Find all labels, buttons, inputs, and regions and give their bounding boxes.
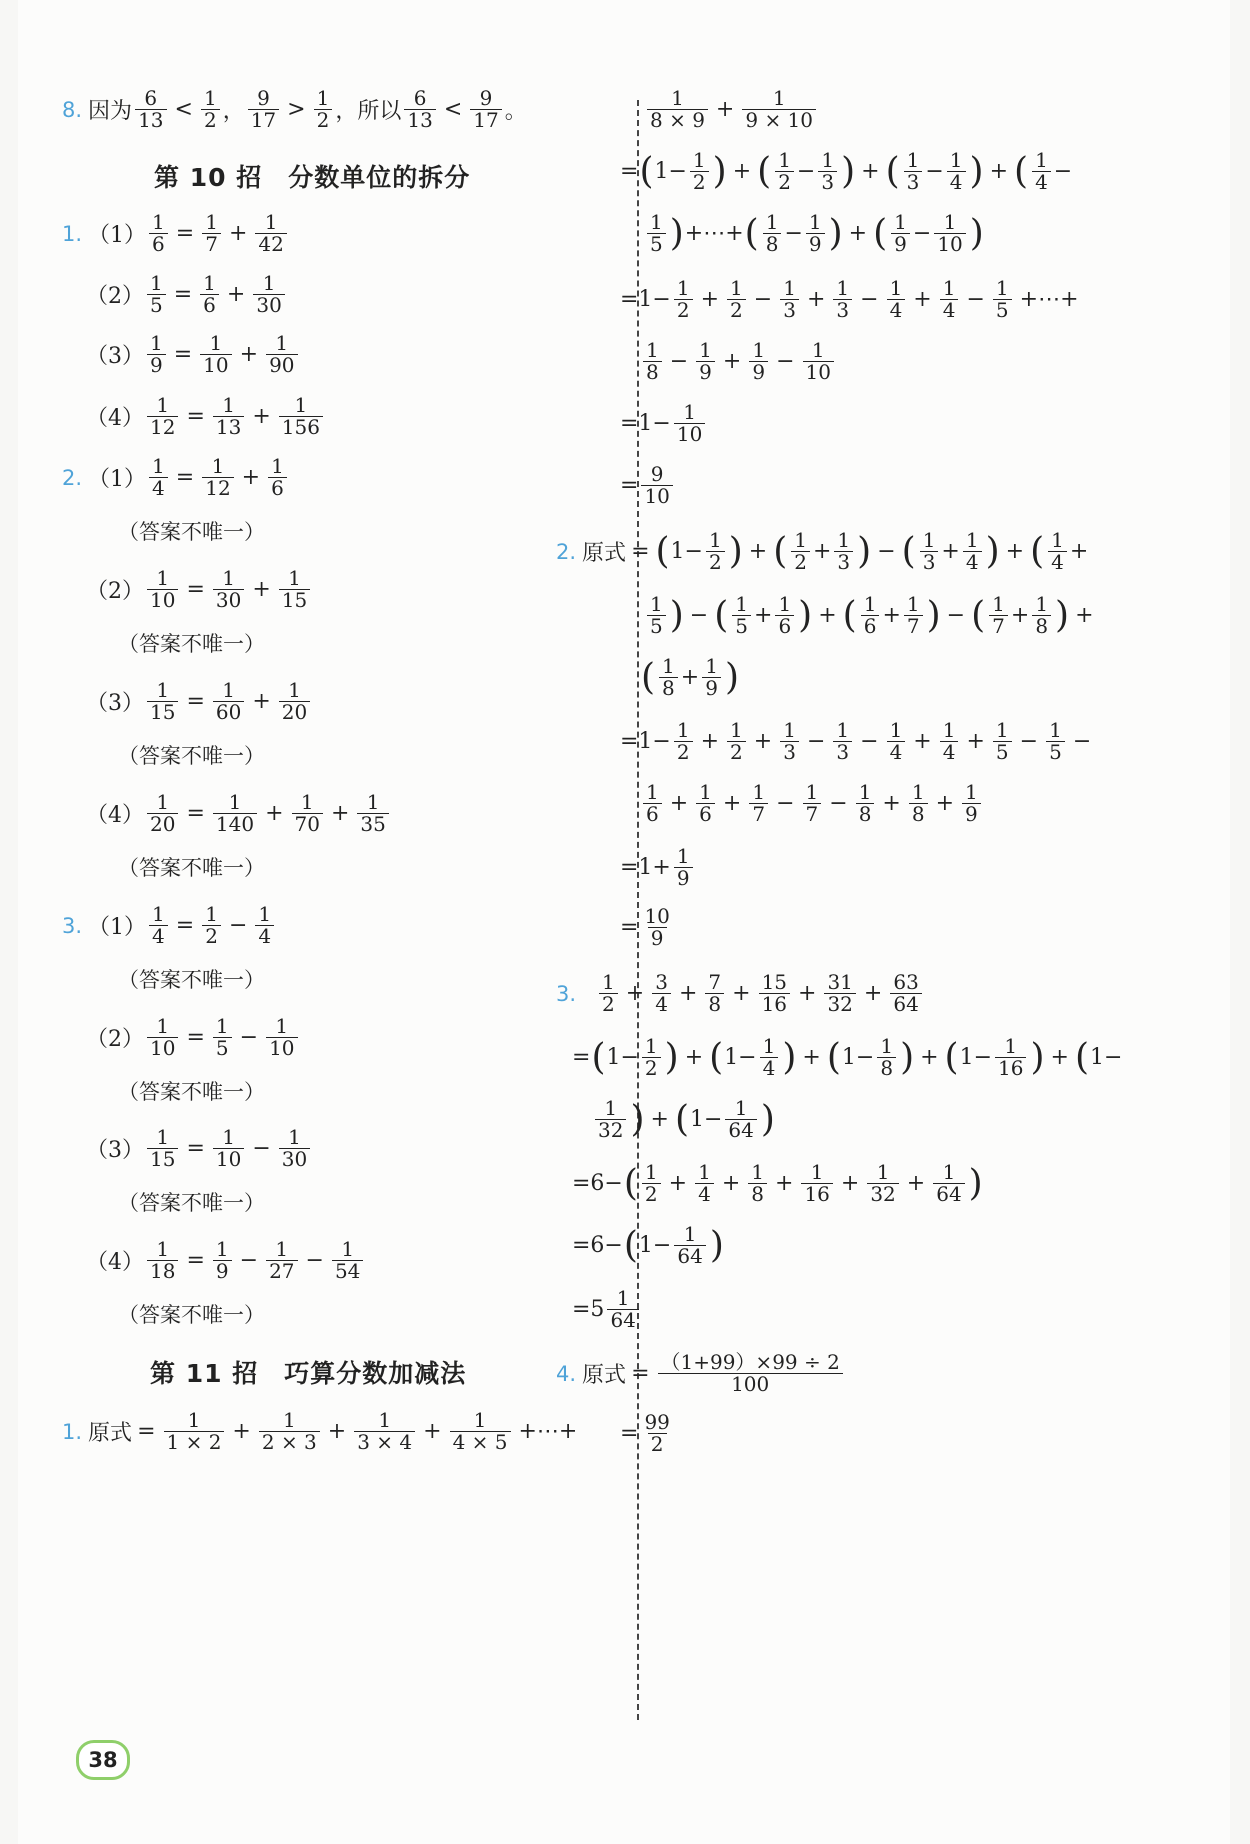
fraction: $\frac{1}{6}$ — [696, 782, 715, 825]
fraction: $\frac{1}{10}$ — [147, 568, 178, 611]
s11-q2-line5: $\frac{1}{6}$ + $\frac{1}{6}$ + $\frac{1}{7}$ − $\frac{1}{7}$ − $\frac{1}{8}$ + $\frac{1}{8}$ + $\frac{1}{9}$ — [640, 782, 984, 825]
question-number: 2. — [62, 465, 83, 490]
fraction: $\frac{1}{64}$ — [933, 1162, 964, 1205]
fraction: $\frac{1}{8}$ — [1032, 594, 1051, 637]
s11-q2-line1: 2. 原式 = ( 1− $\frac{1}{2}$ ) + ( $\frac{1}{2}$ + $\frac{1}{3}$ ) − ( $\frac{1}{3}$ + $\frac{1}{4}$ ) + ( $\frac{1}{4}$ + — [556, 528, 1089, 574]
s11-q3-line1: 3. $\frac{1}{2}$ + $\frac{3}{4}$ + $\frac{7}{8}$ + $\frac{15}{16}$ + $\frac{31}{32}$ + $\frac{63}{64}$ — [556, 972, 925, 1015]
fraction: $\frac{1}{3 \times 4}$ — [354, 1410, 415, 1453]
fraction: $\frac{1}{8}$ — [659, 656, 678, 699]
s11-q3-line5: =6− ( 1− $\frac{1}{64}$ ) — [572, 1222, 724, 1268]
note: （答案不唯一） — [118, 744, 265, 768]
fraction: $\frac{1}{12}$ — [202, 456, 233, 499]
fraction: $\frac{9}{10}$ — [641, 464, 672, 507]
fraction: $\frac{1}{5}$ — [732, 594, 751, 637]
fraction: $\frac{1}{2}$ — [706, 530, 725, 573]
fraction: $\frac{1}{9}$ — [213, 1239, 232, 1282]
fraction: $\frac{1}{3}$ — [833, 720, 852, 763]
fraction: $\frac{31}{32}$ — [824, 972, 855, 1015]
fraction: $\frac{15}{16}$ — [759, 972, 790, 1015]
question-number: 3. — [62, 913, 83, 938]
q8-number: 8. — [62, 97, 83, 122]
page-number-badge: 38 — [76, 1740, 130, 1780]
fraction: $\frac{1}{2}$ — [202, 904, 221, 947]
fraction: $\frac{1}{4}$ — [887, 278, 906, 321]
fraction: $\frac{1}{2}$ — [690, 150, 709, 193]
fraction: $\frac{1}{9}$ — [891, 212, 910, 255]
fraction: $\frac{1}{70}$ — [292, 792, 323, 835]
fraction: $\frac{1}{2}$ — [674, 278, 693, 321]
fraction: $\frac{1}{140}$ — [213, 792, 257, 835]
s11-q2-line3: ( $\frac{1}{8}$ + $\frac{1}{9}$ ) — [641, 654, 739, 700]
s10-q3-4: （4） $\frac{1}{18}$ = $\frac{1}{9}$ − $\frac{1}{27}$ − $\frac{1}{54}$ — [86, 1239, 366, 1282]
fraction: $\frac{1}{4}$ — [1048, 530, 1067, 573]
fraction: $\frac{1}{15}$ — [147, 1127, 178, 1170]
s10-q1-1: 1. （1） $\frac{1}{6}$ = $\frac{1}{7}$ + $\frac{1}{42}$ — [62, 212, 290, 255]
fraction: $\frac{1}{5}$ — [647, 212, 666, 255]
fraction: $\frac{7}{8}$ — [705, 972, 724, 1015]
fraction: $\frac{1}{8 \times 9}$ — [647, 88, 708, 131]
s11-q2-line2: $\frac{1}{5}$ ) − ( $\frac{1}{5}$ + $\frac{1}{6}$ ) + ( $\frac{1}{6}$ + $\frac{1}{7}$ ) − ( $\frac{1}{7}$ + $\frac{1}{8}$ ) + — [644, 594, 1099, 637]
fraction: $\frac{1}{20}$ — [147, 792, 178, 835]
fraction: $\frac{1}{9}$ — [962, 782, 981, 825]
s11-q3-line3: $\frac{1}{32}$ ) + ( 1− $\frac{1}{64}$ ) — [592, 1098, 776, 1141]
fraction: $\frac{1}{2}$ — [775, 150, 794, 193]
fraction: $\frac{1}{8}$ — [763, 212, 782, 255]
fraction: $\frac{1}{4}$ — [1032, 150, 1051, 193]
note: （答案不唯一） — [118, 520, 265, 544]
note: （答案不唯一） — [118, 968, 265, 992]
note: （答案不唯一） — [118, 1303, 265, 1327]
fraction: $\frac{1}{42}$ — [255, 212, 286, 255]
fraction: $\frac{1}{20}$ — [279, 680, 310, 723]
fraction: $\frac{1}{2}$ — [727, 720, 746, 763]
fraction: $\frac{1}{6}$ — [643, 782, 662, 825]
fraction: $\frac{1}{7}$ — [202, 212, 221, 255]
question-number: 2. — [556, 539, 577, 564]
fraction: $\frac{1}{4}$ — [695, 1162, 714, 1205]
fraction: $\frac{1}{9 \times 10}$ — [742, 88, 816, 131]
fraction: $\frac{1}{90}$ — [266, 333, 297, 376]
fraction: $\frac{1}{4}$ — [947, 150, 966, 193]
fraction: $\frac{1}{6}$ — [268, 456, 287, 499]
fraction: $\frac{1}{5}$ — [993, 720, 1012, 763]
fraction: $\frac{1}{15}$ — [147, 680, 178, 723]
fraction: $\frac{9}{17}$ — [248, 88, 279, 131]
fraction: $\frac{1}{8}$ — [643, 340, 662, 383]
fraction: $\frac{1}{2}$ — [642, 1162, 661, 1205]
fraction: $\frac{1}{3}$ — [780, 278, 799, 321]
section-heading-10: 第 10 招 分数单位的拆分 — [154, 163, 471, 192]
fraction: $\frac{1}{16}$ — [801, 1162, 832, 1205]
s11-q3-line6: =5 $\frac{1}{64}$ — [572, 1288, 642, 1331]
fraction: $\frac{63}{64}$ — [890, 972, 921, 1015]
fraction: $\frac{1}{30}$ — [213, 568, 244, 611]
fraction: $\frac{1}{2}$ — [674, 720, 693, 763]
fraction: $\frac{1}{7}$ — [989, 594, 1008, 637]
fraction: $\frac{1}{9}$ — [147, 333, 166, 376]
fraction: $\frac{1}{6}$ — [861, 594, 880, 637]
s11-q1-line1: 1. 原式 = $\frac{1}{1 \times 2}$ + $\frac{1}{2 \times 3}$ + $\frac{1}{3 \times 4}$ + $\frac{1}{4 \times 5}$ +⋯+ — [62, 1408, 578, 1454]
fraction: $\frac{1}{156}$ — [279, 395, 323, 438]
section-heading-11: 第 11 招 巧算分数加减法 — [150, 1359, 467, 1388]
fraction: $\frac{1}{8}$ — [856, 782, 875, 825]
fraction: $\frac{1}{4 \times 5}$ — [450, 1410, 511, 1453]
fraction: $\frac{1}{6}$ — [149, 212, 168, 255]
fraction: $\frac{1}{27}$ — [266, 1239, 297, 1282]
fraction: $\frac{1}{2}$ — [599, 972, 618, 1015]
fraction: $\frac{1}{2}$ — [727, 278, 746, 321]
fraction: $\frac{1}{10}$ — [147, 1016, 178, 1059]
fraction: $\frac{1}{3}$ — [780, 720, 799, 763]
s11-q4-line1: 4. 原式 = $\frac{(1+99)\times 99 \div 2}{100}$ — [556, 1352, 846, 1395]
fraction: $\frac{1}{8}$ — [909, 782, 928, 825]
fraction: $\frac{1}{9}$ — [674, 846, 693, 889]
fraction: $\frac{1}{2}$ — [314, 88, 333, 131]
fraction: $\frac{1}{4}$ — [887, 720, 906, 763]
fraction: $\frac{1}{18}$ — [147, 1239, 178, 1282]
s11-q4-line2: = $\frac{99}{2}$ — [620, 1412, 676, 1455]
fraction: $\frac{1}{64}$ — [607, 1288, 638, 1331]
question-number: 3. — [556, 981, 577, 1006]
fraction: $\frac{1}{5}$ — [993, 278, 1012, 321]
fraction: $\frac{1}{5}$ — [1046, 720, 1065, 763]
s11-q3-line2: = ( 1− $\frac{1}{2}$ ) + ( 1− $\frac{1}{4}$ ) + ( 1− $\frac{1}{8}$ ) + ( 1− $\frac{1}{16}$ ) + ( 1− — [572, 1034, 1123, 1080]
s10-q2-4: （4） $\frac{1}{20}$ = $\frac{1}{140}$ + $\frac{1}{70}$ + $\frac{1}{35}$ — [86, 792, 392, 835]
fraction: $\frac{1}{16}$ — [995, 1036, 1026, 1079]
fraction: $\frac{1}{13}$ — [213, 395, 244, 438]
fraction: $\frac{1}{10}$ — [803, 340, 834, 383]
fraction: $\frac{1}{5}$ — [647, 594, 666, 637]
s11-q1-line4: $\frac{1}{5}$ ) +⋯+ ( $\frac{1}{8}$ − $\frac{1}{9}$ ) + ( $\frac{1}{9}$ − $\frac{1}{10}$ ) — [644, 212, 985, 255]
fraction: $\frac{1}{2}$ — [201, 88, 220, 131]
note: （答案不唯一） — [118, 1191, 265, 1215]
fraction: $\frac{(1+99)\times 99 \div 2}{100}$ — [658, 1352, 843, 1395]
fraction: $\frac{1}{9}$ — [696, 340, 715, 383]
fraction: $\frac{1}{4}$ — [255, 904, 274, 947]
fraction: $\frac{1}{8}$ — [748, 1162, 767, 1205]
s11-q2-line4: =1− $\frac{1}{2}$ + $\frac{1}{2}$ + $\frac{1}{3}$ − $\frac{1}{3}$ − $\frac{1}{4}$ + $\frac{1}{4}$ + $\frac{1}{5}$ − $\frac{1}{5}$ − — [620, 718, 1092, 764]
fraction: $\frac{1}{7}$ — [803, 782, 822, 825]
q8-because: 因为 — [88, 99, 133, 124]
fraction: $\frac{1}{32}$ — [595, 1098, 626, 1141]
fraction: $\frac{1}{54}$ — [332, 1239, 363, 1282]
s10-q2-1: 2. （1） $\frac{1}{4}$ = $\frac{1}{12}$ + $\frac{1}{6}$ — [62, 456, 290, 499]
fraction: $\frac{1}{9}$ — [702, 656, 721, 699]
s11-q1-line8: = $\frac{9}{10}$ — [620, 464, 676, 507]
s10-q3-3: （3） $\frac{1}{15}$ = $\frac{1}{10}$ − $\frac{1}{30}$ — [86, 1127, 313, 1170]
fraction: $\frac{1}{3}$ — [920, 530, 939, 573]
fraction: $\frac{6}{13}$ — [135, 88, 166, 131]
fraction: $\frac{1}{2 \times 3}$ — [259, 1410, 320, 1453]
fraction: $\frac{1}{60}$ — [213, 680, 244, 723]
fraction: $\frac{1}{4}$ — [149, 456, 168, 499]
fraction: $\frac{1}{32}$ — [867, 1162, 898, 1205]
question-number: 4. — [556, 1361, 577, 1386]
fraction: $\frac{1}{5}$ — [213, 1016, 232, 1059]
fraction: $\frac{1}{3}$ — [904, 150, 923, 193]
fraction: $\frac{1}{64}$ — [674, 1224, 705, 1267]
s10-q2-2: （2） $\frac{1}{10}$ = $\frac{1}{30}$ + $\frac{1}{15}$ — [86, 568, 313, 611]
fraction: $\frac{1}{9}$ — [749, 340, 768, 383]
fraction: $\frac{6}{13}$ — [404, 88, 435, 131]
fraction: $\frac{1}{5}$ — [147, 273, 166, 316]
fraction: $\frac{1}{10}$ — [213, 1127, 244, 1170]
fraction: $\frac{1}{9}$ — [806, 212, 825, 255]
s10-q2-3: （3） $\frac{1}{15}$ = $\frac{1}{60}$ + $\frac{1}{20}$ — [86, 680, 313, 723]
fraction: $\frac{1}{3}$ — [834, 530, 853, 573]
fraction: $\frac{1}{30}$ — [253, 273, 284, 316]
fraction: $\frac{1}{15}$ — [279, 568, 310, 611]
fraction: $\frac{1}{1 \times 2}$ — [164, 1410, 225, 1453]
fraction: $\frac{9}{17}$ — [470, 88, 501, 131]
q8-so: 所以 — [357, 99, 402, 124]
s10-q3-1: 3. （1） $\frac{1}{4}$ = $\frac{1}{2}$ − $\frac{1}{4}$ — [62, 904, 277, 947]
fraction: $\frac{1}{4}$ — [963, 530, 982, 573]
fraction: $\frac{1}{64}$ — [725, 1098, 756, 1141]
fraction: $\frac{1}{3}$ — [818, 150, 837, 193]
question-number: 1. — [62, 1419, 83, 1444]
note: （答案不唯一） — [118, 632, 265, 656]
s11-q2-line6: =1+ $\frac{1}{9}$ — [620, 846, 696, 889]
fraction: $\frac{1}{8}$ — [877, 1036, 896, 1079]
s10-q1-3: （3） $\frac{1}{9}$ = $\frac{1}{10}$ + $\frac{1}{90}$ — [86, 333, 301, 376]
fraction: $\frac{1}{4}$ — [760, 1036, 779, 1079]
s11-q1-line3: = ( 1− $\frac{1}{2}$ ) + ( $\frac{1}{2}$ − $\frac{1}{3}$ ) + ( $\frac{1}{3}$ − $\frac{1}{4}$ ) + ( $\frac{1}{4}$ − — [620, 148, 1073, 194]
fraction: $\frac{1}{35}$ — [357, 792, 388, 835]
fraction: $\frac{1}{7}$ — [749, 782, 768, 825]
s11-q1-line7: =1− $\frac{1}{10}$ — [620, 402, 708, 445]
fraction: $\frac{1}{6}$ — [775, 594, 794, 637]
note: （答案不唯一） — [118, 856, 265, 880]
q8-line: 8. 因为 $\frac{6}{13}$ < $\frac{1}{2}$ ， $\frac{9}{17}$ > $\frac{1}{2}$ ， 所以 $\frac{6}{13}$ < $\frac{9}{17}$ 。 — [62, 86, 527, 132]
fraction: $\frac{1}{10}$ — [266, 1016, 297, 1059]
fraction: $\frac{1}{2}$ — [791, 530, 810, 573]
fraction: $\frac{1}{7}$ — [904, 594, 923, 637]
s11-q1-line5: =1− $\frac{1}{2}$ + $\frac{1}{2}$ − $\frac{1}{3}$ + $\frac{1}{3}$ − $\frac{1}{4}$ + $\frac{1}{4}$ − $\frac{1}{5}$ +⋯+ — [620, 276, 1079, 322]
note: （答案不唯一） — [118, 1080, 265, 1104]
s10-q1-2: （2） $\frac{1}{5}$ = $\frac{1}{6}$ + $\frac{1}{30}$ — [86, 273, 288, 316]
fraction: $\frac{1}{30}$ — [279, 1127, 310, 1170]
fraction: $\frac{99}{2}$ — [644, 1410, 670, 1456]
fraction: $\frac{1}{10}$ — [674, 402, 705, 445]
fraction: $\frac{3}{4}$ — [652, 972, 671, 1015]
fraction: $\frac{1}{2}$ — [642, 1036, 661, 1079]
fraction: $\frac{10}{9}$ — [644, 904, 670, 950]
s10-q3-2: （2） $\frac{1}{10}$ = $\frac{1}{5}$ − $\frac{1}{10}$ — [86, 1016, 301, 1059]
fraction: $\frac{1}{3}$ — [833, 278, 852, 321]
s11-q2-line7: = $\frac{10}{9}$ — [620, 906, 676, 949]
fraction: $\frac{1}{12}$ — [147, 395, 178, 438]
s11-q1-line6: $\frac{1}{8}$ − $\frac{1}{9}$ + $\frac{1}{9}$ − $\frac{1}{10}$ — [640, 340, 837, 383]
fraction: $\frac{1}{6}$ — [200, 273, 219, 316]
fraction: $\frac{1}{10}$ — [200, 333, 231, 376]
question-number: 1. — [62, 221, 83, 246]
fraction: $\frac{1}{4}$ — [149, 904, 168, 947]
fraction: $\frac{1}{10}$ — [934, 212, 965, 255]
fraction: $\frac{1}{4}$ — [940, 278, 959, 321]
s11-q3-line4: =6− ( $\frac{1}{2}$ + $\frac{1}{4}$ + $\frac{1}{8}$ + $\frac{1}{16}$ + $\frac{1}{32}$ + $\frac{1}{64}$ ) — [572, 1160, 983, 1206]
s11-q1-line2: $\frac{1}{8 \times 9}$ + $\frac{1}{9 \times 10}$ — [644, 88, 819, 131]
s10-q1-4: （4） $\frac{1}{12}$ = $\frac{1}{13}$ + $\frac{1}{156}$ — [86, 395, 326, 438]
fraction: $\frac{1}{4}$ — [940, 720, 959, 763]
